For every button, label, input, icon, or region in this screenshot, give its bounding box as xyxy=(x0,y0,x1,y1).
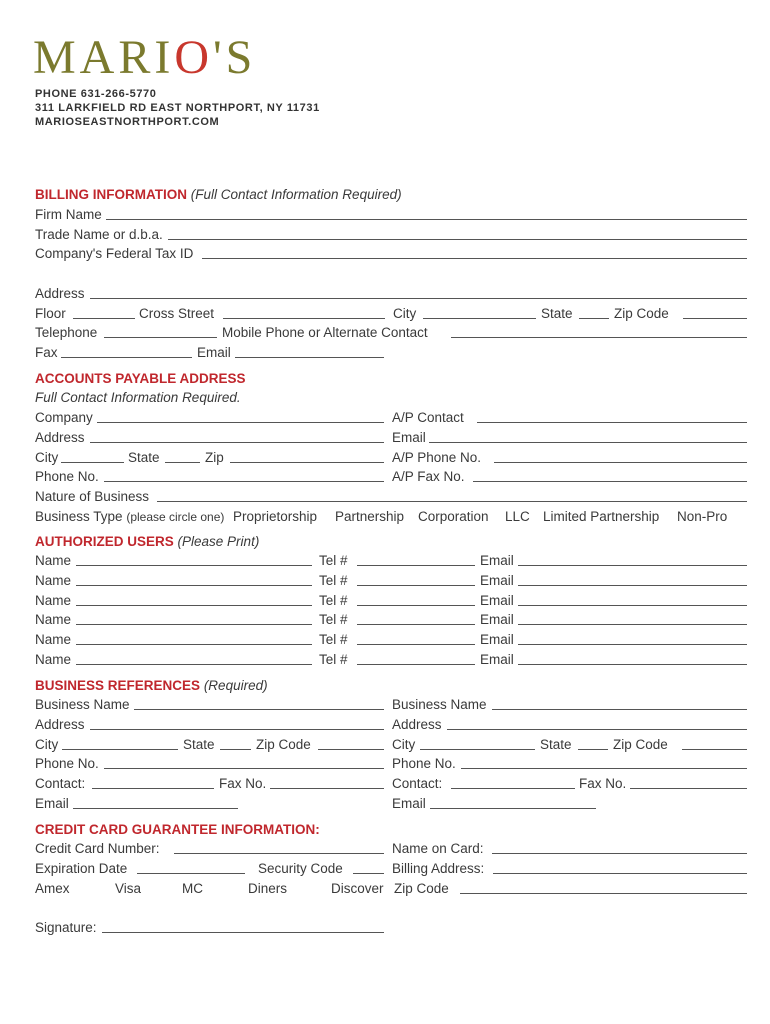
billing-email-field[interactable] xyxy=(235,357,384,358)
ap-email-field[interactable] xyxy=(429,442,747,443)
ref1-city-label: City xyxy=(35,737,59,752)
tax-id-label: Company's Federal Tax ID xyxy=(35,246,194,261)
card-visa[interactable]: Visa xyxy=(115,881,142,896)
user-name-label: Name xyxy=(35,593,72,608)
ref2-address-label: Address xyxy=(392,717,442,732)
mobile-label: Mobile Phone or Alternate Contact xyxy=(222,325,428,340)
user-email-label: Email xyxy=(480,632,514,647)
user-email-field[interactable] xyxy=(518,565,747,566)
ref1-contact-field[interactable] xyxy=(92,788,214,789)
ref1-business-name-label: Business Name xyxy=(35,697,130,712)
ref2-contact-label: Contact: xyxy=(392,776,443,791)
ref1-email-label: Email xyxy=(35,796,69,811)
user-email-label: Email xyxy=(480,593,514,608)
phone-label: Phone No. xyxy=(35,469,99,484)
user-name-field[interactable] xyxy=(76,585,312,586)
ap-title: ACCOUNTS PAYABLE ADDRESS xyxy=(35,371,246,386)
fax-label: Fax xyxy=(35,345,58,360)
users-title: AUTHORIZED USERS (Please Print) xyxy=(35,534,260,549)
card-amex[interactable]: Amex xyxy=(35,881,70,896)
ref1-zip-label: Zip Code xyxy=(256,737,311,752)
ap-zip-field[interactable] xyxy=(230,462,384,463)
type-partnership[interactable]: Partnership xyxy=(335,509,405,524)
user-tel-field[interactable] xyxy=(357,664,475,665)
ref2-email-field[interactable] xyxy=(430,808,596,809)
ap-zip-label: Zip xyxy=(205,450,224,465)
user-name-field[interactable] xyxy=(76,624,312,625)
user-email-field[interactable] xyxy=(518,605,747,606)
billing-title: BILLING INFORMATION (Full Contact Information Required) xyxy=(35,187,402,202)
ap-note: Full Contact Information Required. xyxy=(35,390,241,405)
cc-billing-address-label: Billing Address: xyxy=(392,861,485,876)
ref2-state-label: State xyxy=(540,737,572,752)
user-tel-field[interactable] xyxy=(357,565,475,566)
cc-security-field[interactable] xyxy=(353,873,384,874)
cc-security-label: Security Code xyxy=(258,861,343,876)
billing-city-label: City xyxy=(393,306,417,321)
cc-name-field[interactable] xyxy=(492,853,747,854)
user-name-label: Name xyxy=(35,573,72,588)
ref2-fax-field[interactable] xyxy=(630,788,747,789)
ref1-zip-field[interactable] xyxy=(318,749,384,750)
billing-zip-label: Zip Code xyxy=(614,306,669,321)
user-email-label: Email xyxy=(480,573,514,588)
billing-address-label: Address xyxy=(35,286,85,301)
card-mc[interactable]: MC xyxy=(182,881,203,896)
ap-company-field[interactable] xyxy=(97,422,384,423)
refs-note: (Required) xyxy=(203,678,268,693)
ap-phone-field[interactable] xyxy=(494,462,747,463)
ref2-address-field[interactable] xyxy=(447,729,747,730)
user-name-label: Name xyxy=(35,632,72,647)
user-tel-label: Tel # xyxy=(319,632,348,647)
signature-field[interactable] xyxy=(102,932,384,933)
billing-email-label: Email xyxy=(197,345,231,360)
ap-city-label: City xyxy=(35,450,59,465)
mobile-field[interactable] xyxy=(451,337,747,338)
ref2-city-label: City xyxy=(392,737,416,752)
ref2-business-name-field[interactable] xyxy=(492,709,747,710)
user-name-label: Name xyxy=(35,652,72,667)
ap-contact-field[interactable] xyxy=(477,422,747,423)
cc-number-field[interactable] xyxy=(174,853,384,854)
ref2-business-name-label: Business Name xyxy=(392,697,487,712)
business-type-label: Business Type (please circle one) xyxy=(35,509,225,524)
type-corporation[interactable]: Corporation xyxy=(418,509,489,524)
ref2-fax-label: Fax No. xyxy=(579,776,627,791)
ref1-address-field[interactable] xyxy=(90,729,384,730)
billing-state-field[interactable] xyxy=(579,318,609,319)
user-tel-field[interactable] xyxy=(357,624,475,625)
card-discover[interactable]: Discover xyxy=(331,881,384,896)
ref2-zip-field[interactable] xyxy=(682,749,747,750)
user-name-field[interactable] xyxy=(76,565,312,566)
billing-state-label: State xyxy=(541,306,573,321)
user-tel-field[interactable] xyxy=(357,585,475,586)
tax-id-field[interactable] xyxy=(202,258,747,259)
ap-state-field[interactable] xyxy=(165,462,200,463)
ap-state-label: State xyxy=(128,450,160,465)
trade-name-field[interactable] xyxy=(168,239,747,240)
user-email-label: Email xyxy=(480,612,514,627)
logo xyxy=(33,30,256,82)
user-email-label: Email xyxy=(480,652,514,667)
firm-name-field[interactable] xyxy=(106,219,747,220)
header-address: 311 LARKFIELD RD EAST NORTHPORT, NY 11731 xyxy=(35,102,320,114)
type-proprietorship[interactable]: Proprietorship xyxy=(233,509,318,524)
ref1-phone-field[interactable] xyxy=(104,768,384,769)
user-tel-label: Tel # xyxy=(319,652,348,667)
ref1-fax-field[interactable] xyxy=(270,788,384,789)
type-llc[interactable]: LLC xyxy=(505,509,530,524)
billing-address-field[interactable] xyxy=(90,298,747,299)
cross-street-label: Cross Street xyxy=(139,306,215,321)
user-tel-label: Tel # xyxy=(319,593,348,608)
user-tel-field[interactable] xyxy=(357,644,475,645)
ap-contact-label: A/P Contact xyxy=(392,410,464,425)
telephone-field[interactable] xyxy=(104,337,217,338)
signature-label: Signature: xyxy=(35,920,97,935)
firm-name-label: Firm Name xyxy=(35,207,102,222)
user-email-field[interactable] xyxy=(518,664,747,665)
ap-fax-field[interactable] xyxy=(473,481,747,482)
user-email-label: Email xyxy=(480,553,514,568)
telephone-label: Telephone xyxy=(35,325,98,340)
ref2-phone-field[interactable] xyxy=(461,768,747,769)
users-note: (Please Print) xyxy=(177,534,260,549)
circle-note: (please circle one) xyxy=(126,510,225,524)
ap-address-field[interactable] xyxy=(90,442,384,443)
header-website: MARIOSEASTNORTHPORT.COM xyxy=(35,116,220,128)
cc-name-label: Name on Card: xyxy=(392,841,484,856)
user-name-field[interactable] xyxy=(76,644,312,645)
ref1-state-field[interactable] xyxy=(220,749,251,750)
user-name-label: Name xyxy=(35,553,72,568)
user-email-field[interactable] xyxy=(518,644,747,645)
cross-street-field[interactable] xyxy=(223,318,385,319)
cc-expiration-field[interactable] xyxy=(137,873,245,874)
ref2-state-field[interactable] xyxy=(578,749,608,750)
ref1-email-field[interactable] xyxy=(73,808,238,809)
ref1-city-field[interactable] xyxy=(62,749,178,750)
logo-text: MARIO'S xyxy=(33,31,257,84)
cc-expiration-label: Expiration Date xyxy=(35,861,128,876)
billing-city-field[interactable] xyxy=(423,318,536,319)
ref1-address-label: Address xyxy=(35,717,85,732)
cc-title: CREDIT CARD GUARANTEE INFORMATION: xyxy=(35,822,320,837)
ref2-contact-field[interactable] xyxy=(451,788,575,789)
ap-city-field[interactable] xyxy=(61,462,124,463)
cc-billing-address-field[interactable] xyxy=(493,873,747,874)
ref1-business-name-field[interactable] xyxy=(134,709,384,710)
nature-field[interactable] xyxy=(157,501,747,502)
ap-company-label: Company xyxy=(35,410,93,425)
cc-number-label: Credit Card Number: xyxy=(35,841,160,856)
user-tel-label: Tel # xyxy=(319,553,348,568)
user-email-field[interactable] xyxy=(518,624,747,625)
user-tel-field[interactable] xyxy=(357,605,475,606)
trade-name-label: Trade Name or d.b.a. xyxy=(35,227,163,242)
card-diners[interactable]: Diners xyxy=(248,881,288,896)
floor-field[interactable] xyxy=(73,318,135,319)
user-tel-label: Tel # xyxy=(319,573,348,588)
ap-fax-label: A/P Fax No. xyxy=(392,469,465,484)
ref1-state-label: State xyxy=(183,737,215,752)
ref1-phone-label: Phone No. xyxy=(35,756,99,771)
nature-label: Nature of Business xyxy=(35,489,150,504)
cc-zip-field[interactable] xyxy=(460,893,747,894)
header-phone: PHONE 631-266-5770 xyxy=(35,88,157,100)
ap-email-label: Email xyxy=(392,430,426,445)
refs-title: BUSINESS REFERENCES (Required) xyxy=(35,678,268,693)
type-limited-partnership[interactable]: Limited Partnership xyxy=(543,509,660,524)
cc-zip-label: Zip Code xyxy=(394,881,449,896)
ap-phone-label: A/P Phone No. xyxy=(392,450,482,465)
phone-field[interactable] xyxy=(104,481,384,482)
floor-label: Floor xyxy=(35,306,66,321)
fax-field[interactable] xyxy=(61,357,192,358)
billing-note: (Full Contact Information Required) xyxy=(190,187,402,202)
ref1-fax-label: Fax No. xyxy=(219,776,267,791)
ref2-phone-label: Phone No. xyxy=(392,756,456,771)
user-email-field[interactable] xyxy=(518,585,747,586)
ref2-zip-label: Zip Code xyxy=(613,737,668,752)
ref2-email-label: Email xyxy=(392,796,426,811)
ref2-city-field[interactable] xyxy=(420,749,535,750)
ap-address-label: Address xyxy=(35,430,85,445)
user-tel-label: Tel # xyxy=(319,612,348,627)
user-name-field[interactable] xyxy=(76,664,312,665)
billing-zip-field[interactable] xyxy=(683,318,747,319)
user-name-field[interactable] xyxy=(76,605,312,606)
user-name-label: Name xyxy=(35,612,72,627)
ref1-contact-label: Contact: xyxy=(35,776,86,791)
type-non-profit[interactable]: Non-Pro xyxy=(677,509,728,524)
